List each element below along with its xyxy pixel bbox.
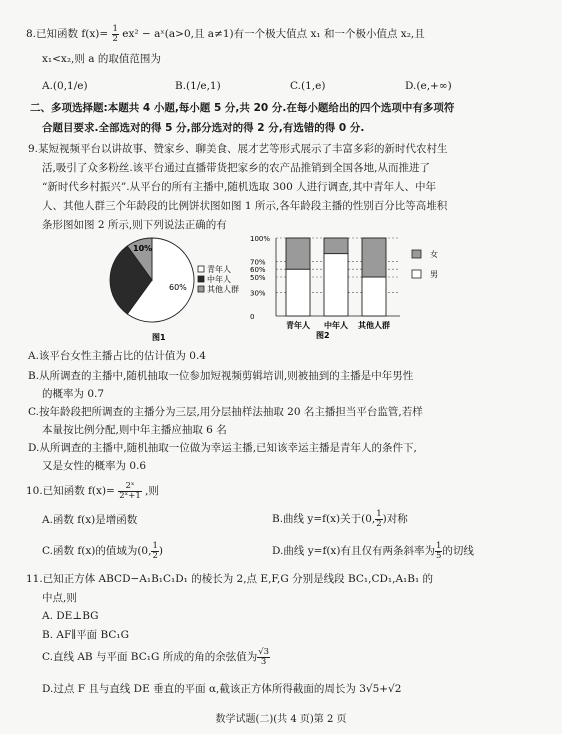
q8-stem-part-b: ex² − aˣ(a>0,且 a≠1)有一个极大值点 x₁ 和一个极小值点 x₂,且 (122, 28, 425, 40)
q10-frac-den: 2ˣ+1 (119, 490, 141, 501)
q11-stem-line2: 中点,则 (42, 592, 77, 604)
q10-option-c (42, 542, 163, 560)
q11-option-c-fraction (257, 648, 270, 666)
legend-label-male: 男 (430, 270, 438, 279)
q11-option-c-den: 3 (260, 656, 267, 667)
q10-option-d (272, 542, 474, 560)
q10-option-c-part-b: ) (158, 545, 163, 557)
q9-option-d-cont: 又是女性的概率为 0.6 (42, 460, 147, 472)
q8-fraction (112, 25, 119, 43)
q10-option-c-num: 1 (152, 541, 158, 551)
bar-ytick-label: 30% (250, 289, 266, 298)
q11-stem-line1: 11.已知正方体 ABCD−A₁B₁C₁D₁ 的棱长为 2,点 E,F,G 分别是线段 BC₁,CD₁,A₁B₁ 的 (26, 573, 433, 585)
section2-heading-line2: 合题目要求.全部选对的得 5 分,部分选对的得 2 分,有选错的得 0 分. (42, 122, 365, 134)
q9-stem-line1: 9.某短视频平台以讲故事、赞家乡、聊美食、展才艺等形式展示了丰富多彩的新时代农村生 (28, 143, 448, 155)
q10-stem (26, 482, 159, 500)
q9-option-d: D.从所调查的主播中,随机抽取一位做为幸运主播,已知该幸运主播是青年人的条件下, (28, 442, 417, 454)
q10-stem-part-b: ,则 (145, 485, 159, 497)
q10-frac-num: 2ˣ (118, 482, 142, 492)
q10-option-c-part-a: C.函数 f(x)的值域为(0, (42, 545, 152, 557)
q8-option-b: B.(1/e,1) (175, 80, 221, 92)
q9-option-c: C.按年龄段把所调查的主播分为三层,用分层抽样法抽取 20 名主播担当平台监管,若样 (28, 406, 423, 418)
q9-option-a: A.该平台女性主播占比的估计值为 0.4 (28, 350, 206, 362)
q9-stem-line5: 条形图如图 2 所示,则下列说法正确的有 (42, 219, 227, 231)
q10-option-b-part-b: )对称 (382, 513, 408, 525)
legend-label-other: 其他人群 (207, 285, 239, 294)
q8-option-d: D.(e,+∞) (405, 80, 452, 92)
q9-stem-line2: 活,吸引了众多粉丝.该平台通过直播带货把家乡的农产品推销到全国各地,从而推进了 (42, 162, 431, 174)
q11-option-c-part-a: C.直线 AB 与平面 BC₁G 所成的角的余弦值为 (42, 651, 258, 663)
q8-stem-line1 (26, 25, 425, 43)
legend-label-middle: 中年人 (207, 275, 231, 284)
q10-option-b-num: 1 (376, 509, 382, 519)
q10-option-d-den: 5 (435, 550, 442, 561)
q9-option-b-cont: 的概率为 0.7 (42, 388, 105, 400)
q11-option-d: D.过点 F 且与直线 DE 垂直的平面 α,截该正方体所得截面的周长为 3√5+√2 (42, 683, 402, 695)
bars (286, 238, 386, 316)
pie-label-10: 10% (133, 244, 153, 253)
q9-option-b: B.从所调查的主播中,随机抽取一位参加短视频剪辑培训,则被抽到的主播是中年男性 (28, 370, 414, 382)
q11-option-c-num: √3 (258, 647, 270, 657)
figure1-caption: 图1 (152, 333, 166, 342)
figure2-stacked-bar-chart (250, 232, 450, 342)
bar-female-0 (286, 238, 310, 269)
legend-swatch-female (412, 250, 421, 258)
bar-ytick-label: 50% (250, 274, 266, 282)
q9-stem-line3: “新时代乡村振兴”.从平台的所有主播中,随机选取 300 人进行调查,其中青年人、中年 (42, 181, 436, 193)
q9-option-c-cont: 本量按比例分配,则中年主播应抽取 6 名 (42, 424, 227, 436)
q10-option-c-den: 2 (152, 550, 158, 561)
q11-option-b: B. AF∥平面 BC₁G (42, 629, 129, 641)
page-footer: 数学试题(二)(共 4 页)第 2 页 (215, 714, 347, 725)
figure1-pie-chart (104, 236, 264, 346)
q10-stem-part-a: 10.已知函数 f(x)= (26, 485, 115, 497)
q10-option-d-num: 1 (435, 541, 442, 551)
section2-heading-line1: 二、多项选择题:本题共 4 小题,每小题 5 分,共 20 分.在每小题给出的四个选项中有多项符 (30, 102, 455, 114)
legend-swatch-youth (198, 266, 204, 272)
legend-swatch-middle (198, 276, 204, 282)
q8-frac-num: 1 (112, 24, 118, 34)
q8-stem-line2: x₁<x₂,则 a 的取值范围为 (42, 53, 161, 65)
figure2-caption: 图2 (316, 331, 330, 340)
q11-option-a: A. DE⊥BG (42, 610, 99, 622)
q10-option-b-part-a: B.曲线 y=f(x)关于(0, (272, 513, 376, 525)
q10-option-b-den: 2 (376, 518, 382, 529)
bar-xlabel: 青年人 (286, 321, 310, 330)
legend-label-youth: 青年人 (207, 265, 231, 274)
legend-swatch-male (412, 270, 421, 278)
q8-frac-den: 2 (112, 33, 118, 44)
legend-swatch-other (198, 286, 204, 292)
bar-xlabel: 中年人 (324, 321, 348, 330)
bar-male-0 (286, 269, 310, 316)
q10-option-a: A.函数 f(x)是增函数 (42, 514, 138, 526)
bar-ytick-label: 100% (250, 235, 271, 243)
q10-option-b (272, 510, 408, 528)
q8-option-a: A.(0,1/e) (42, 80, 88, 92)
bar-male-1 (324, 254, 348, 316)
bar-ytick-label: 60% (250, 266, 266, 275)
bar-xlabel: 其他人群 (358, 321, 390, 330)
q10-option-c-fraction (151, 542, 158, 560)
q10-option-d-part-a: D.曲线 y=f(x)有且仅有两条斜率为 (272, 545, 435, 557)
q10-fraction (118, 482, 142, 500)
bar-ytick-label: 0 (250, 313, 255, 321)
q8-stem-part-a: 8.已知函数 f(x)= (26, 28, 109, 40)
bar-female-1 (324, 238, 348, 254)
legend-label-female: 女 (430, 250, 438, 259)
bar-male-2 (362, 277, 386, 316)
pie-label-60: 60% (169, 283, 187, 292)
q10-option-b-fraction (375, 510, 382, 528)
bar-ytick-label: 70% (250, 258, 266, 267)
q11-option-c (42, 648, 270, 666)
q10-option-d-part-b: 的切线 (442, 545, 474, 557)
bar-female-2 (362, 238, 386, 277)
bar-xlabels (286, 320, 390, 330)
q9-stem-line4: 人、其他人群三个年龄段的比例饼状图如图 1 所示,各年龄段主播的性别百分比等高堆积 (42, 200, 448, 212)
q8-option-c: C.(1,e) (290, 80, 326, 92)
